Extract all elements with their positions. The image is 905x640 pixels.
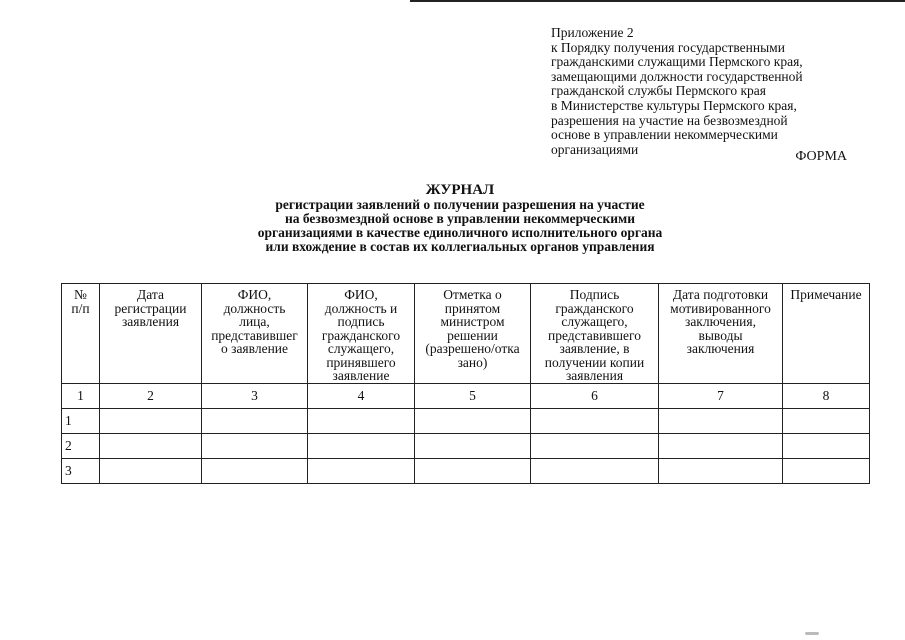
empty-cell bbox=[308, 458, 415, 483]
header-cell-note: Примечание bbox=[783, 284, 870, 384]
journal-subtitle-line: на безвозмездной основе в управлении некоммерческими bbox=[284, 211, 636, 226]
table-row bbox=[62, 458, 870, 483]
journal-heading: ЖУРНАЛ bbox=[425, 182, 495, 198]
table-row bbox=[62, 433, 870, 458]
top-edge-line bbox=[410, 0, 905, 2]
empty-cell bbox=[783, 458, 870, 483]
column-number: 1 bbox=[62, 383, 100, 408]
appendix-line: гражданской службы Пермского края bbox=[551, 83, 766, 99]
header-cell-applicant: ФИО, должность лица, представившег о заявление bbox=[202, 284, 308, 384]
table-row bbox=[62, 408, 870, 433]
journal-subtitle-line: регистрации заявлений о получении разрешения на участие bbox=[275, 197, 645, 212]
empty-cell bbox=[202, 458, 308, 483]
column-number: 4 bbox=[308, 383, 415, 408]
journal-title bbox=[180, 182, 740, 254]
empty-cell bbox=[100, 458, 202, 483]
row-number: 2 bbox=[62, 433, 100, 458]
empty-cell bbox=[202, 408, 308, 433]
column-number: 5 bbox=[415, 383, 531, 408]
appendix-line: в Министерстве культуры Пермского края, bbox=[551, 97, 797, 113]
column-number-row bbox=[62, 383, 870, 408]
header-cell-conclusion-date: Дата подготовки мотивированного заключения, выводы заключения bbox=[659, 284, 783, 384]
row-number: 1 bbox=[62, 408, 100, 433]
header-cell-number: № п/п bbox=[62, 284, 100, 384]
empty-cell bbox=[202, 433, 308, 458]
header-cell-receiver: ФИО, должность и подпись гражданского служащего, принявшего заявление bbox=[308, 284, 415, 384]
empty-cell bbox=[308, 433, 415, 458]
form-label: ФОРМА bbox=[795, 149, 847, 164]
empty-cell bbox=[783, 433, 870, 458]
appendix-line: к Порядку получения государственными bbox=[551, 39, 785, 55]
journal-table bbox=[61, 283, 870, 484]
appendix-line: гражданскими служащими Пермского края, bbox=[551, 54, 803, 70]
appendix-line: организациями bbox=[551, 141, 639, 157]
appendix-line: основе в управлении некоммерческими bbox=[551, 127, 778, 143]
column-number: 2 bbox=[100, 383, 202, 408]
empty-cell bbox=[783, 408, 870, 433]
scan-speck bbox=[805, 632, 819, 635]
appendix-line: замещающими должности государственной bbox=[551, 68, 803, 84]
row-number: 3 bbox=[62, 458, 100, 483]
header-cell-decision: Отметка о принятом министром решении (разрешено/отка зано) bbox=[415, 284, 531, 384]
column-number: 3 bbox=[202, 383, 308, 408]
column-number: 7 bbox=[659, 383, 783, 408]
empty-cell bbox=[415, 433, 531, 458]
empty-cell bbox=[415, 458, 531, 483]
empty-cell bbox=[531, 458, 659, 483]
appendix-block bbox=[551, 26, 891, 157]
empty-cell bbox=[659, 433, 783, 458]
empty-cell bbox=[100, 408, 202, 433]
empty-cell bbox=[531, 433, 659, 458]
appendix-line: разрешения на участие на безвозмездной bbox=[551, 112, 788, 128]
column-number: 6 bbox=[531, 383, 659, 408]
header-cell-signature: Подпись гражданского служащего, представившего заявление, в получении копии заявления bbox=[531, 284, 659, 384]
journal-subtitle-line: или вхождение в состав их коллегиальных органов управления bbox=[265, 239, 655, 254]
empty-cell bbox=[659, 408, 783, 433]
empty-cell bbox=[415, 408, 531, 433]
header-cell-registration-date: Дата регистрации заявления bbox=[100, 284, 202, 384]
empty-cell bbox=[531, 408, 659, 433]
empty-cell bbox=[308, 408, 415, 433]
empty-cell bbox=[100, 433, 202, 458]
journal-subtitle-line: организациями в качестве единоличного исполнительного органа bbox=[257, 225, 663, 240]
empty-cell bbox=[659, 458, 783, 483]
column-number: 8 bbox=[783, 383, 870, 408]
table-header-row bbox=[62, 284, 870, 384]
appendix-line: Приложение 2 bbox=[551, 25, 634, 40]
